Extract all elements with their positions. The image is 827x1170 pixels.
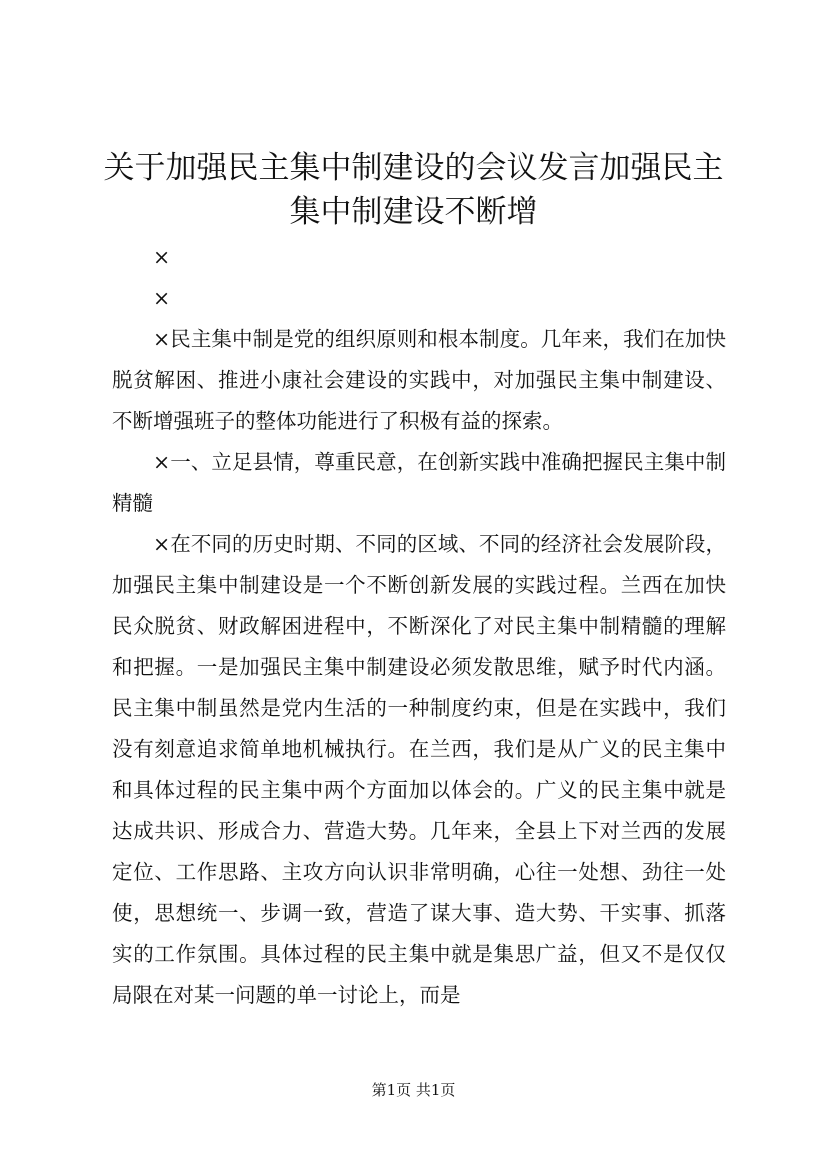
paragraph: ×	[153, 245, 171, 269]
paragraph: ×	[153, 286, 171, 310]
page-footer: 第1页 共1页	[371, 1081, 456, 1099]
paragraph: ×民主集中制是党的组织原则和根本制度。几年来，我们在加快脱贫解困、推进小康社会建设的实践中，对加强民主集中制建设、不断增强班子的整体功能进行了积极有益的探索。	[112, 327, 726, 433]
document-body	[112, 237, 726, 1016]
document-title	[90, 146, 737, 234]
title-line-2: 集中制建设不断增	[289, 194, 538, 230]
paragraph: ×在不同的历史时期、不同的区域、不同的经济社会发展阶段，加强民主集中制建设是一个不断创新发展的实践过程。兰西在加快民众脱贫、财政解困进程中，不断深化了对民主集中制精髓的理解和把握。一是加强民主集中制建设必须发散思维，赋予时代内涵。民主集中制虽然是党内生活的一种制度约束，但是在实践中，我们没有刻意追求简单地机械执行。在兰西，我们是从广义的民主集中和具体过程的民主集中两个方面加以体会的。广义的民主集中就是达成共识、形成合力、营造大势。几年来，全县上下对兰西的发展定位、工作思路、主攻方向认识非常明确，心往一处想、劲往一处使，思想统一、步调一致，营造了谋大事、造大势、干实事、抓落实的工作氛围。具体过程的民主集中就是集思广益，但又不是仅仅局限在对某一问题的单一讨论上，而是	[112, 532, 726, 1007]
paragraph-heading: ×一、立足县情，尊重民意，在创新实践中准确把握民主集中制精髓	[112, 450, 726, 515]
title-line-1: 关于加强民主集中制建设的会议发言加强民主	[103, 150, 724, 186]
